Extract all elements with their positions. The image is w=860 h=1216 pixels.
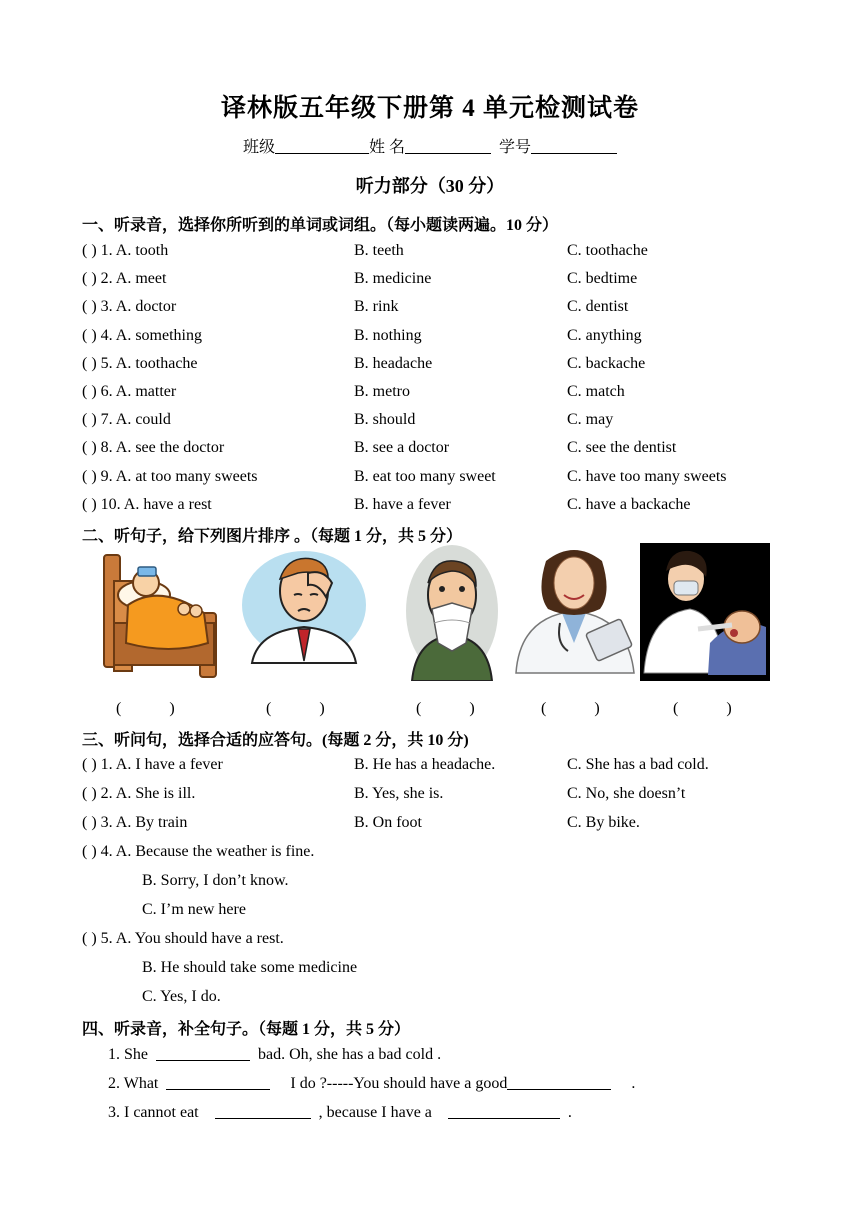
picture5-answer-blank[interactable]: ( ) bbox=[673, 700, 732, 717]
question-row bbox=[82, 496, 802, 520]
question-4-option-c: C. anything bbox=[567, 326, 642, 344]
response-question-1-option-c: C. She has a bad cold. bbox=[567, 756, 709, 773]
sentence-text: bad. Oh, she has a bad cold . bbox=[258, 1046, 442, 1063]
question-7-option-a: ( ) 7. A. could bbox=[82, 411, 171, 429]
response-question-3-option-c: C. By bike. bbox=[567, 814, 640, 831]
sentence-text: . bbox=[631, 1075, 636, 1092]
question-row bbox=[82, 242, 802, 266]
class-label: 班级 bbox=[242, 139, 275, 156]
question-10-option-c: C. have a backache bbox=[567, 495, 691, 513]
question-row bbox=[82, 785, 802, 809]
fill-sentence-2 bbox=[108, 1074, 635, 1093]
question-1-option-c: C. toothache bbox=[567, 242, 648, 259]
section1-heading: 一、听录音，选择你所听到的单词或词组。（每小题读两遍。10 分） bbox=[82, 217, 559, 234]
section3-heading: 三、听问句，选择合适的应答句。(每题 2 分，共 10 分) bbox=[82, 732, 469, 749]
question-8-option-a: ( ) 8. A. see the doctor bbox=[82, 439, 225, 457]
answer-blank[interactable] bbox=[507, 1074, 611, 1090]
question-row bbox=[82, 383, 802, 407]
picture4-answer-blank[interactable]: ( ) bbox=[541, 700, 600, 717]
answer-blank[interactable] bbox=[215, 1103, 311, 1119]
name-label: 姓 名 bbox=[368, 139, 405, 156]
question-2-option-c: C. bedtime bbox=[567, 270, 638, 288]
question-4-option-a: ( ) 4. A. something bbox=[82, 326, 202, 344]
question-1-option-b: B. teeth bbox=[354, 242, 404, 259]
question-4-option-b: B. nothing bbox=[354, 326, 422, 344]
sick-child-in-bed-picture bbox=[100, 543, 224, 681]
question-row bbox=[82, 298, 802, 322]
question-6-option-c: C. match bbox=[567, 383, 625, 400]
question-7-option-b: B. should bbox=[354, 411, 416, 429]
picture1-answer-blank[interactable]: ( ) bbox=[116, 700, 175, 717]
dentist-with-patient-picture bbox=[640, 543, 770, 681]
sentence-text: 2. What bbox=[108, 1075, 159, 1092]
question-6-option-b: B. metro bbox=[354, 383, 410, 400]
answer-blank[interactable] bbox=[156, 1045, 250, 1061]
question-10-option-a: ( ) 10. A. have a rest bbox=[82, 495, 212, 513]
question-row bbox=[82, 756, 802, 780]
question-4-option-a: ( ) 4. A. Because the weather is fine. bbox=[82, 843, 315, 860]
question-9-option-a: ( ) 9. A. at too many sweets bbox=[82, 467, 258, 485]
number-blank[interactable] bbox=[531, 137, 617, 154]
question-5-option-a: ( ) 5. A. toothache bbox=[82, 354, 198, 372]
sentence-text: , because I have a bbox=[318, 1104, 432, 1121]
response-question-3-option-a: ( ) 3. A. By train bbox=[82, 814, 188, 831]
question-1-option-a: ( ) 1. A. tooth bbox=[82, 242, 169, 259]
section4-heading: 四、听录音，补全句子。（每题 1 分，共 5 分） bbox=[82, 1021, 411, 1038]
question-5-option-b: B. He should take some medicine bbox=[142, 959, 358, 976]
question-row bbox=[82, 327, 802, 351]
man-blowing-nose-picture bbox=[404, 543, 500, 681]
response-question-2-option-c: C. No, she doesn’t bbox=[567, 785, 686, 802]
question-8-option-b: B. see a doctor bbox=[354, 439, 450, 457]
female-doctor-picture bbox=[512, 543, 638, 681]
response-question-1-option-a: ( ) 1. A. I have a fever bbox=[82, 756, 223, 773]
question-6-option-a: ( ) 6. A. matter bbox=[82, 383, 177, 400]
question-5-option-a: ( ) 5. A. You should have a rest. bbox=[82, 930, 284, 947]
sentence-text: 1. She bbox=[108, 1046, 148, 1063]
exam-title: 译林版五年级下册第 4 单元检测试卷 bbox=[220, 95, 639, 122]
question-7-option-c: C. may bbox=[567, 411, 614, 429]
question-5-option-b: B. headache bbox=[354, 354, 433, 372]
response-question-2-option-b: B. Yes, she is. bbox=[354, 785, 444, 802]
question-row bbox=[82, 930, 802, 954]
question-9-option-b: B. eat too many sweet bbox=[354, 467, 496, 485]
fill-sentence-1 bbox=[108, 1045, 441, 1064]
sentence-text: 3. I cannot eat bbox=[108, 1104, 199, 1121]
question-row bbox=[82, 355, 802, 379]
answer-blank[interactable] bbox=[448, 1103, 560, 1119]
name-blank[interactable] bbox=[405, 137, 491, 154]
question-2-option-b: B. medicine bbox=[354, 270, 432, 288]
question-row bbox=[82, 439, 802, 463]
picture2-answer-blank[interactable]: ( ) bbox=[266, 700, 325, 717]
question-row bbox=[82, 468, 802, 492]
question-5-option-c: C. backache bbox=[567, 354, 646, 372]
question-row bbox=[82, 411, 802, 435]
class-blank[interactable] bbox=[275, 137, 369, 154]
fill-sentence-3 bbox=[108, 1103, 572, 1122]
question-3-option-c: C. dentist bbox=[567, 298, 629, 316]
question-row bbox=[82, 270, 802, 294]
question-4-option-b: B. Sorry, I don’t know. bbox=[142, 872, 289, 889]
picture3-answer-blank[interactable]: ( ) bbox=[416, 700, 475, 717]
man-with-headache-picture bbox=[238, 543, 370, 681]
response-question-3-option-b: B. On foot bbox=[354, 814, 422, 831]
question-row bbox=[82, 814, 802, 838]
student-info-line bbox=[0, 134, 860, 157]
question-3-option-a: ( ) 3. A. doctor bbox=[82, 298, 177, 316]
question-4-option-c: C. I’m new here bbox=[142, 901, 246, 918]
section2-heading: 二、听句子，给下列图片排序 。（每题 1 分，共 5 分） bbox=[82, 528, 463, 545]
question-10-option-b: B. have a fever bbox=[354, 495, 451, 513]
sentence-text: I do ?-----You should have a good bbox=[290, 1075, 508, 1092]
question-9-option-c: C. have too many sweets bbox=[567, 467, 727, 485]
question-8-option-c: C. see the dentist bbox=[567, 439, 677, 457]
question-3-option-b: B. rink bbox=[354, 298, 399, 316]
response-question-2-option-a: ( ) 2. A. She is ill. bbox=[82, 785, 196, 802]
question-5-option-c: C. Yes, I do. bbox=[142, 988, 221, 1005]
sentence-text: . bbox=[567, 1104, 572, 1121]
response-question-1-option-b: B. He has a headache. bbox=[354, 756, 496, 773]
number-label: 学号 bbox=[499, 139, 532, 156]
question-2-option-a: ( ) 2. A. meet bbox=[82, 270, 167, 288]
listening-part-title: 听力部分（30 分） bbox=[355, 176, 505, 196]
question-row bbox=[82, 843, 802, 867]
answer-blank[interactable] bbox=[166, 1074, 270, 1090]
